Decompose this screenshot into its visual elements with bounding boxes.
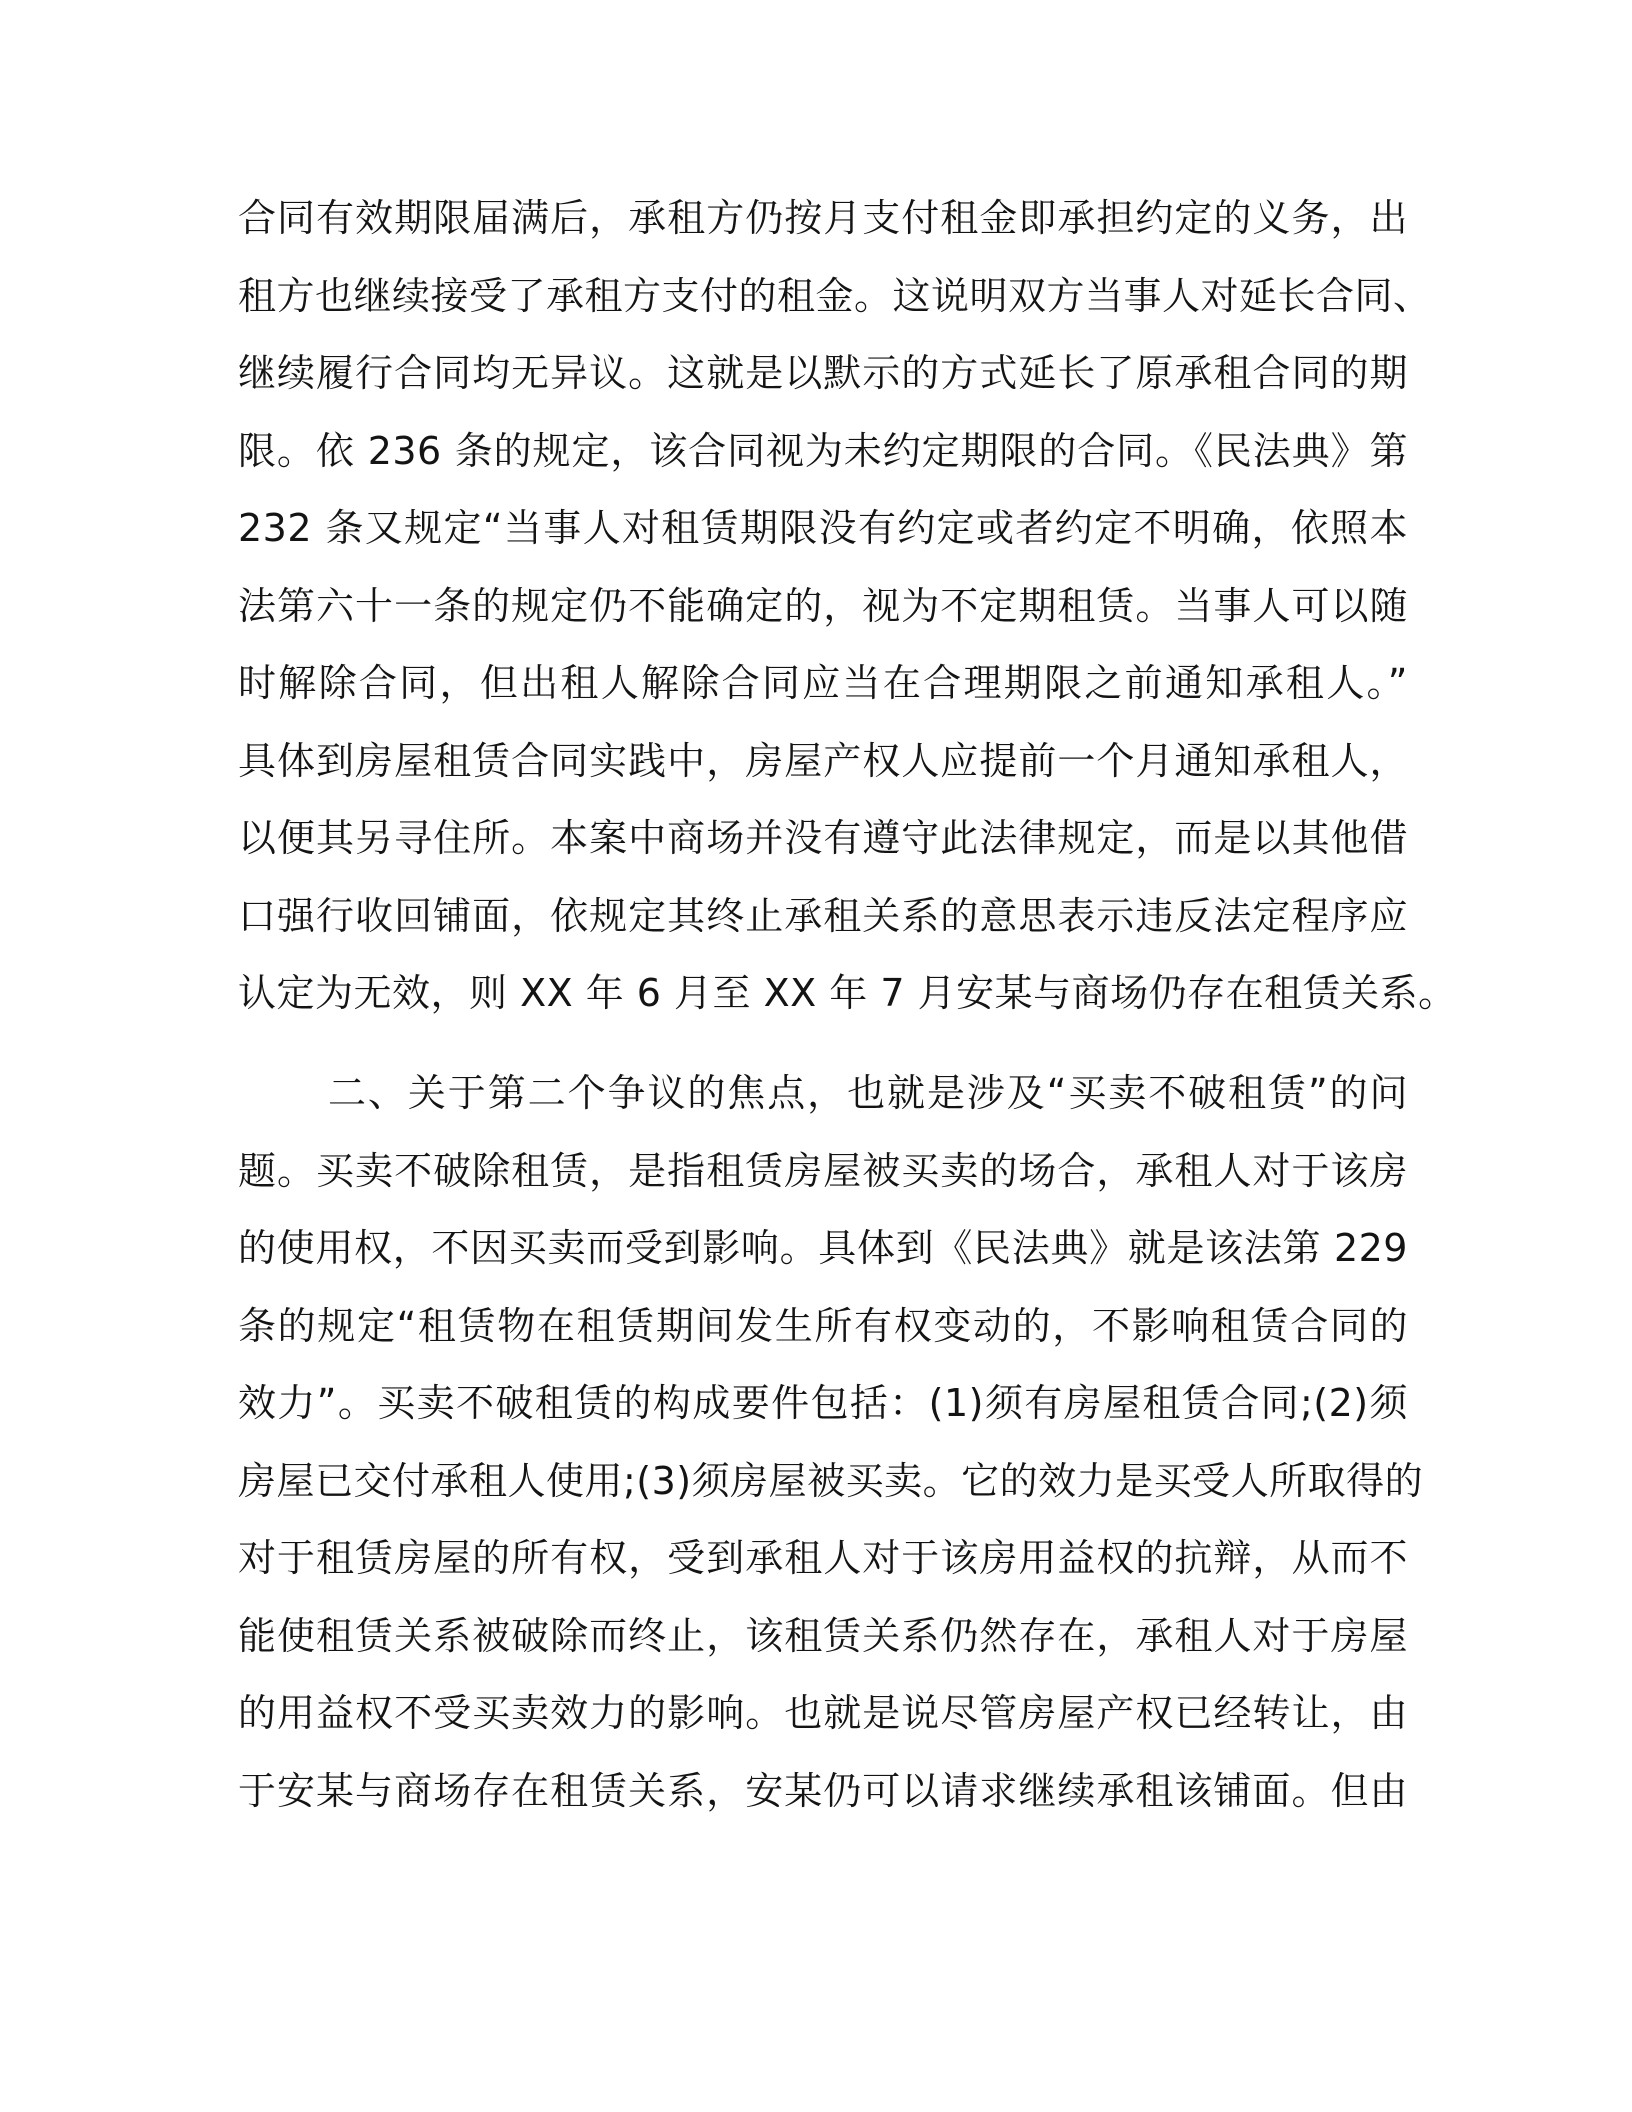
paragraph-2-line: 题。买卖不破除租赁，是指租赁房屋被买卖的场合，承租人对于该房 <box>238 1148 1408 1193</box>
paragraph-2-line: 效力”。买卖不破租赁的构成要件包括：(1)须有房屋租赁合同;(2)须 <box>238 1381 1408 1425</box>
paragraph-1 <box>238 180 1457 1033</box>
paragraph-1-line: 时解除合同，但出租人解除合同应当在合理期限之前通知承租人。” <box>238 661 1408 705</box>
paragraph-2-line: 能使租赁关系被破除而终止，该租赁关系仍然存在，承租人对于房屋 <box>238 1613 1408 1658</box>
paragraph-2-line: 对于租赁房屋的所有权，受到承租人对于该房用益权的抗辩，从而不 <box>238 1536 1408 1580</box>
paragraph-1-line: 继续履行合同均无异议。这就是以默示的方式延长了原承租合同的期 <box>238 351 1408 395</box>
paragraph-1-line: 具体到房屋租赁合同实践中，房屋产权人应提前一个月通知承租人， <box>238 738 1408 783</box>
paragraph-1-line: 限。依 236 条的规定，该合同视为未约定期限的合同。《民法典》第 <box>238 428 1408 473</box>
paragraph-2-line: 条的规定“租赁物在租赁期间发生所有权变动的，不影响租赁合同的 <box>238 1303 1408 1348</box>
paragraph-1-line: 口强行收回铺面，依规定其终止承租关系的意思表示违反法定程序应 <box>238 893 1408 938</box>
paragraph-1-line: 认定为无效，则 XX 年 6 月至 XX 年 7 月安某与商场仍存在租赁关系。 <box>238 971 1457 1015</box>
paragraph-1-line: 232 条又规定“当事人对租赁期限没有约定或者约定不明确，依照本 <box>238 506 1408 550</box>
paragraph-2-line: 房屋已交付承租人使用;(3)须房屋被买卖。它的效力是买受人所取得的 <box>238 1458 1424 1503</box>
paragraph-2-line: 二、关于第二个争议的焦点，也就是涉及“买卖不破租赁”的问 <box>328 1071 1408 1115</box>
paragraph-1-line: 租方也继续接受了承租方支付的租金。这说明双方当事人对延长合同、 <box>238 273 1432 318</box>
paragraph-2-line: 于安某与商场存在租赁关系，安某仍可以请求继续承租该铺面。但由 <box>238 1768 1408 1813</box>
paragraph-2-line: 的用益权不受买卖效力的影响。也就是说尽管房屋产权已经转让，由 <box>238 1691 1408 1735</box>
paragraph-1-line: 法第六十一条的规定仍不能确定的，视为不定期租赁。当事人可以随 <box>238 583 1408 628</box>
paragraph-1-line: 合同有效期限届满后，承租方仍按月支付租金即承担约定的义务，出 <box>238 196 1408 240</box>
paragraph-1-line: 以便其另寻住所。本案中商场并没有遵守此法律规定，而是以其他借 <box>238 816 1408 860</box>
paragraph-2-line: 的使用权，不因买卖而受到影响。具体到《民法典》就是该法第 229 <box>238 1226 1408 1270</box>
paragraph-2 <box>238 1055 1424 1830</box>
